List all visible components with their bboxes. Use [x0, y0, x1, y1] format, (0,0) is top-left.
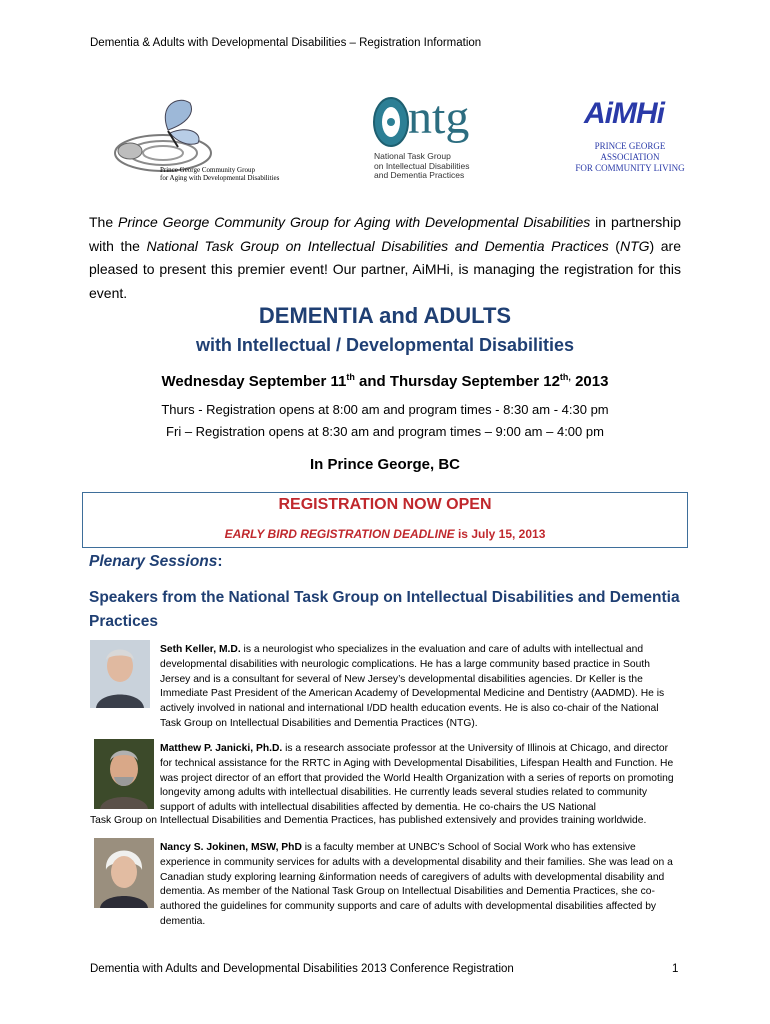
page-number: 1 — [672, 963, 679, 975]
intro-text: The — [89, 214, 119, 230]
speaker-photo-jokinen — [94, 838, 154, 908]
pgcg-logo-text — [160, 166, 279, 182]
event-subtitle: with Intellectual / Developmental Disabilities — [195, 335, 575, 355]
speaker-name: Seth Keller, M.D. — [160, 644, 241, 655]
intro-paragraph — [89, 211, 681, 305]
speaker-bio-text: is a research associate professor at the University of Illinois at Chicago, and director for technical assistance for the RRTC in Aging with Developmental Disabilities, Lifespan Health and Function. He was project director of an effort that provided the World Health Organization with a series of reports on promoting longevity among adults with intellectual disabilities. He currently leads several studies related to community support of adults with intellectual disabilities affected by dementia. He co-chairs the US National — [160, 743, 674, 814]
thursday-times: Thurs - Registration opens at 8:00 am and program times - 8:30 am - 4:30 pm — [161, 402, 609, 417]
aimhi-subtitle — [570, 141, 690, 174]
pgcg-line2: for Aging with Developmental Disabilities — [160, 174, 280, 182]
ntg-line1: National Task Group — [374, 151, 451, 161]
org-name: National Task Group on Intellectual Disabilities and Dementia Practices — [146, 237, 609, 254]
ntg-circle-icon — [372, 96, 410, 148]
ntg-line2: on Intellectual Disabilities — [374, 160, 470, 171]
page-footer: Dementia with Adults and Developmental Disabilities 2013 Conference Registration — [90, 963, 514, 975]
early-bird-deadline — [0, 527, 770, 541]
ntg-line3: and Dementia Practices — [374, 170, 465, 180]
speaker-photo-keller — [90, 640, 150, 708]
speaker-bio-janicki-tail: Task Group on Intellectual Disabilities and Dementia Practices, has published extensively and provides training worldwide. — [90, 815, 647, 826]
event-dates — [0, 372, 770, 390]
plenary-colon: : — [217, 553, 223, 570]
date-text: Wednesday September 11 — [161, 373, 347, 390]
org-abbr: NTG — [619, 237, 650, 254]
registration-open: REGISTRATION NOW OPEN — [278, 496, 492, 513]
page-header: Dementia & Adults with Developmental Disabilities – Registration Information — [90, 37, 482, 49]
speaker-photo-janicki — [94, 739, 154, 809]
intro-text: ( — [608, 237, 620, 254]
event-times — [0, 399, 770, 443]
event-location: In Prince George, BC — [309, 456, 461, 473]
early-bird-date: is July 15, 2013 — [454, 527, 546, 541]
pgcg-line1: Prince George Community Group — [160, 166, 255, 174]
org-name: Prince George Community Group for Aging with Developmental Disabilities — [118, 214, 591, 230]
aimhi-wordmark: AiMHi — [584, 97, 664, 130]
date-text: and Thursday September 12 — [354, 373, 560, 390]
intro-text: ) are pleased to present this premier event! Our partner, AiMHi, is managing the registration for this event. — [89, 237, 681, 301]
aimhi-line2: FOR COMMUNITY LIVING — [575, 163, 685, 173]
person-icon — [90, 640, 150, 708]
person-icon — [94, 838, 154, 908]
speaker-name: Nancy S. Jokinen, MSW, PhD — [160, 842, 302, 853]
event-title: DEMENTIA and ADULTS — [258, 303, 512, 328]
speaker-bio-text: is a faculty member at UNBC’s School of Social Work who has extensive experience in community services for adults with a developmental disability and their families. She was lead on a Canadian study exploring learning &information needs of caregivers of adults with developmental disability and dementia. As member of the National Task Group on Intellectual Disabilities and Dementia Practices, she co-authored the guidelines for community supports and care of adults with developmental disabilities affected by dementia. — [160, 842, 673, 927]
ntg-wordmark: ntg — [408, 91, 470, 144]
date-sup: th, — [559, 372, 571, 382]
date-text: 2013 — [570, 373, 609, 390]
speakers-heading: Speakers from the National Task Group on Intellectual Disabilities and Dementia Practices — [89, 589, 680, 630]
ntg-subtitle — [374, 152, 469, 181]
person-icon — [94, 739, 154, 809]
friday-times: Fri – Registration opens at 8:30 am and program times – 9:00 am – 4:00 pm — [166, 424, 604, 439]
speaker-name: Matthew P. Janicki, Ph.D. — [160, 743, 283, 754]
plenary-heading — [89, 553, 223, 571]
intro-text: in partnership with the — [89, 214, 681, 254]
speaker-bio-text: is a neurologist who specializes in the evaluation and care of adults with intellectual and developmental disabilities with neurologic complications. He has a large community based practice in South Jersey and is a consultant for several of New Jersey’s developmental disabilities agencies. Dr Keller is the Immediate Past President of the American Academy of Developmental Medicine and Dentistry (AADMD). He is actively involved in national and international I/DD health education events. He is also co-chair of the National Task Group on Intellectual Disabilities and Dementia Practices (NTG). — [160, 644, 665, 729]
speaker-bio-janicki — [160, 742, 680, 816]
aimhi-line1: PRINCE GEORGE ASSOCIATION — [594, 141, 666, 162]
speaker-bio-jokinen — [160, 841, 685, 930]
speaker-bio-keller — [160, 643, 680, 732]
aimhi-logo — [570, 97, 690, 177]
early-bird-label: EARLY BIRD REGISTRATION DEADLINE — [224, 527, 455, 541]
plenary-label: Plenary Sessions — [89, 553, 218, 570]
date-sup: th — [346, 372, 355, 382]
ntg-logo — [372, 91, 492, 186]
